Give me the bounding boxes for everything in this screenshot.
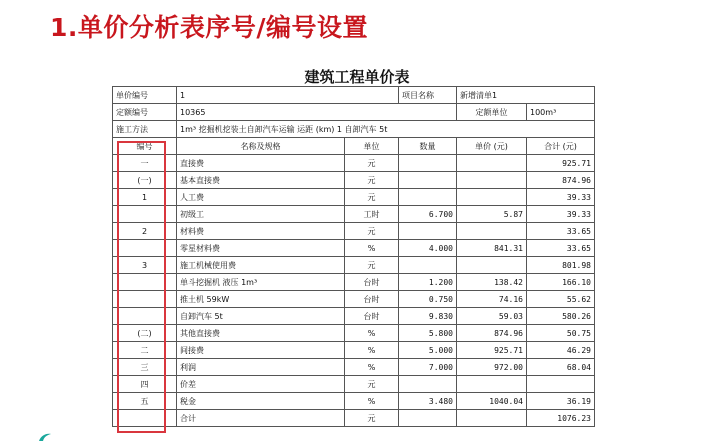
row-unit[interactable]: % bbox=[345, 240, 399, 257]
row-unit[interactable]: 元 bbox=[345, 223, 399, 240]
quota-no-value[interactable]: 10365 bbox=[177, 104, 457, 121]
row-no[interactable]: 一 bbox=[113, 155, 177, 172]
info-row-quota bbox=[113, 104, 595, 121]
row-total[interactable]: 925.71 bbox=[527, 155, 595, 172]
row-no[interactable]: 二 bbox=[113, 342, 177, 359]
row-price[interactable] bbox=[457, 223, 527, 240]
row-qty[interactable]: 4.000 bbox=[399, 240, 457, 257]
row-no[interactable]: (一) bbox=[113, 172, 177, 189]
row-total[interactable]: 801.98 bbox=[527, 257, 595, 274]
row-unit[interactable]: 台时 bbox=[345, 274, 399, 291]
row-price[interactable] bbox=[457, 257, 527, 274]
row-price[interactable] bbox=[457, 189, 527, 206]
header-qty: 数量 bbox=[399, 138, 457, 155]
row-no[interactable]: 三 bbox=[113, 359, 177, 376]
header-price: 单价 (元) bbox=[457, 138, 527, 155]
row-total[interactable] bbox=[527, 376, 595, 393]
table-row[interactable] bbox=[113, 155, 595, 172]
table-row[interactable] bbox=[113, 291, 595, 308]
row-name[interactable]: 直接费 bbox=[177, 155, 345, 172]
unit-price-no-value[interactable]: 1 bbox=[177, 87, 399, 104]
row-total[interactable]: 39.33 bbox=[527, 206, 595, 223]
row-name[interactable]: 利润 bbox=[177, 359, 345, 376]
quota-no-label: 定额编号 bbox=[113, 104, 177, 121]
row-no[interactable]: 五 bbox=[113, 393, 177, 410]
row-qty[interactable] bbox=[399, 376, 457, 393]
project-name-label: 项目名称 bbox=[399, 87, 457, 104]
row-total[interactable]: 580.26 bbox=[527, 308, 595, 325]
row-price[interactable]: 59.03 bbox=[457, 308, 527, 325]
row-unit[interactable]: 元 bbox=[345, 410, 399, 427]
row-total[interactable]: 68.04 bbox=[527, 359, 595, 376]
row-price[interactable] bbox=[457, 410, 527, 427]
row-name[interactable]: 人工费 bbox=[177, 189, 345, 206]
table-row[interactable] bbox=[113, 308, 595, 325]
table-row[interactable] bbox=[113, 342, 595, 359]
row-name[interactable]: 价差 bbox=[177, 376, 345, 393]
row-price[interactable]: 5.87 bbox=[457, 206, 527, 223]
row-unit[interactable]: 元 bbox=[345, 172, 399, 189]
row-total[interactable]: 39.33 bbox=[527, 189, 595, 206]
table-row[interactable] bbox=[113, 223, 595, 240]
row-no[interactable]: 1 bbox=[113, 189, 177, 206]
row-name[interactable]: 自卸汽车 5t bbox=[177, 308, 345, 325]
row-no[interactable]: 四 bbox=[113, 376, 177, 393]
row-name[interactable]: 合计 bbox=[177, 410, 345, 427]
row-unit[interactable]: 元 bbox=[345, 257, 399, 274]
row-total[interactable]: 55.62 bbox=[527, 291, 595, 308]
row-unit[interactable]: 元 bbox=[345, 376, 399, 393]
row-total[interactable]: 33.65 bbox=[527, 240, 595, 257]
column-header-row bbox=[113, 138, 595, 155]
row-unit[interactable]: 台时 bbox=[345, 291, 399, 308]
slide-title: 1.单价分析表序号/编号设置 bbox=[50, 13, 369, 42]
row-qty[interactable]: 3.480 bbox=[399, 393, 457, 410]
info-row-unit-price bbox=[113, 87, 595, 104]
row-total[interactable]: 1076.23 bbox=[527, 410, 595, 427]
row-name[interactable]: 单斗挖掘机 液压 1m³ bbox=[177, 274, 345, 291]
table-row[interactable] bbox=[113, 206, 595, 223]
header-total: 合计 (元) bbox=[527, 138, 595, 155]
header-no: 编号 bbox=[113, 138, 177, 155]
table-row[interactable] bbox=[113, 189, 595, 206]
row-qty[interactable]: 1.200 bbox=[399, 274, 457, 291]
row-price[interactable]: 841.31 bbox=[457, 240, 527, 257]
row-qty[interactable]: 9.830 bbox=[399, 308, 457, 325]
quota-unit-label: 定额单位 bbox=[457, 104, 527, 121]
row-price[interactable]: 874.96 bbox=[457, 325, 527, 342]
row-qty[interactable]: 7.000 bbox=[399, 359, 457, 376]
table-row[interactable] bbox=[113, 393, 595, 410]
row-price[interactable]: 1040.04 bbox=[457, 393, 527, 410]
row-qty[interactable] bbox=[399, 189, 457, 206]
row-name[interactable]: 间接费 bbox=[177, 342, 345, 359]
row-qty[interactable]: 5.000 bbox=[399, 342, 457, 359]
quota-unit-value[interactable]: 100m³ bbox=[527, 104, 595, 121]
row-qty[interactable] bbox=[399, 223, 457, 240]
header-name: 名称及规格 bbox=[177, 138, 345, 155]
unit-price-no-label: 单价编号 bbox=[113, 87, 177, 104]
row-unit[interactable]: 台时 bbox=[345, 308, 399, 325]
row-price[interactable]: 925.71 bbox=[457, 342, 527, 359]
row-qty[interactable] bbox=[399, 172, 457, 189]
row-price[interactable] bbox=[457, 172, 527, 189]
table-row[interactable] bbox=[113, 240, 595, 257]
table-row[interactable] bbox=[113, 172, 595, 189]
row-no[interactable]: (二) bbox=[113, 325, 177, 342]
method-value[interactable]: 1m³ 挖掘机挖装土自卸汽车运输 运距 (km) 1 自卸汽车 5t bbox=[177, 121, 595, 138]
row-total[interactable]: 874.96 bbox=[527, 172, 595, 189]
row-name[interactable]: 初级工 bbox=[177, 206, 345, 223]
sheet-title: 建筑工程单价表 bbox=[304, 68, 410, 86]
row-price[interactable]: 74.16 bbox=[457, 291, 527, 308]
table-row[interactable] bbox=[113, 410, 595, 427]
logo-icon bbox=[38, 432, 52, 442]
row-qty[interactable]: 6.700 bbox=[399, 206, 457, 223]
row-unit[interactable]: % bbox=[345, 359, 399, 376]
row-qty[interactable]: 5.800 bbox=[399, 325, 457, 342]
row-name[interactable]: 施工机械使用费 bbox=[177, 257, 345, 274]
row-price[interactable]: 972.00 bbox=[457, 359, 527, 376]
unit-price-table bbox=[112, 86, 595, 427]
serial-number-highlight-box bbox=[117, 141, 166, 433]
table-row[interactable] bbox=[113, 359, 595, 376]
row-unit[interactable]: 元 bbox=[345, 155, 399, 172]
row-qty[interactable] bbox=[399, 257, 457, 274]
row-unit[interactable]: 元 bbox=[345, 189, 399, 206]
row-total[interactable]: 166.10 bbox=[527, 274, 595, 291]
table-row[interactable] bbox=[113, 274, 595, 291]
row-total[interactable]: 36.19 bbox=[527, 393, 595, 410]
row-name[interactable]: 材料费 bbox=[177, 223, 345, 240]
row-unit[interactable]: 工时 bbox=[345, 206, 399, 223]
row-price[interactable] bbox=[457, 376, 527, 393]
table-row[interactable] bbox=[113, 325, 595, 342]
project-name-value[interactable]: 新增清单1 bbox=[457, 87, 595, 104]
row-qty[interactable]: 0.750 bbox=[399, 291, 457, 308]
table-row[interactable] bbox=[113, 376, 595, 393]
row-total[interactable]: 33.65 bbox=[527, 223, 595, 240]
row-unit[interactable]: % bbox=[345, 342, 399, 359]
row-name[interactable]: 税金 bbox=[177, 393, 345, 410]
row-name[interactable]: 基本直接费 bbox=[177, 172, 345, 189]
row-name[interactable]: 其他直接费 bbox=[177, 325, 345, 342]
row-qty[interactable] bbox=[399, 155, 457, 172]
table-row[interactable] bbox=[113, 257, 595, 274]
row-price[interactable]: 138.42 bbox=[457, 274, 527, 291]
row-unit[interactable]: % bbox=[345, 393, 399, 410]
row-qty[interactable] bbox=[399, 410, 457, 427]
method-label: 施工方法 bbox=[113, 121, 177, 138]
row-no[interactable]: 2 bbox=[113, 223, 177, 240]
row-unit[interactable]: % bbox=[345, 325, 399, 342]
info-row-method bbox=[113, 121, 595, 138]
row-price[interactable] bbox=[457, 155, 527, 172]
row-total[interactable]: 50.75 bbox=[527, 325, 595, 342]
row-no[interactable]: 3 bbox=[113, 257, 177, 274]
header-unit: 单位 bbox=[345, 138, 399, 155]
row-total[interactable]: 46.29 bbox=[527, 342, 595, 359]
row-name[interactable]: 推土机 59kW bbox=[177, 291, 345, 308]
row-name[interactable]: 零星材料费 bbox=[177, 240, 345, 257]
